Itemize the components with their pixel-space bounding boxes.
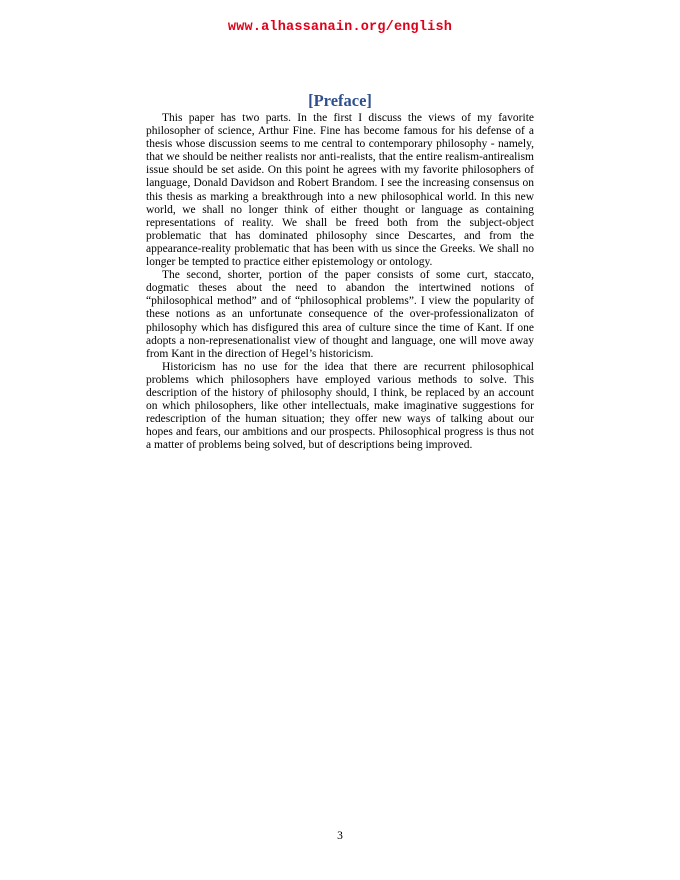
paragraph-1: This paper has two parts. In the first I discuss the views of my favorite philosopher of science, Arthur Fine. Fine has become famous for his defense of a thesis whose discussion seems to me central to contemporary philosophy - namely, that we should be neither realists nor anti-realists, that the entire realism-antirealism issue should be set aside. On this point he agrees with my favorite philosophers of language, Donald Davidson and Robert Brandom. I see the increasing consensus on this thesis as marking a breakthrough into a new philosophical world. In this new world, we shall no longer think of either thought or language as containing representations of reality. We shall be freed both from the subject-object problematic that has dominated philosophy since Descartes, and from the appearance-reality problematic that has been with us since the Greeks. We shall no longer be tempted to practice either epistemology or ontology.: [146, 112, 534, 269]
paragraph-2: The second, shorter, portion of the paper consists of some curt, staccato, dogmatic theses about the need to abandon the intertwined notions of “philosophical method” and of “philosophical problems”. I view the popularity of these notions as an unfortunate consequence of the over-professionalizaton of philosophy which has disfigured this area of culture since the time of Kant. If one adopts a non-represenationalist view of thought and language, one will move away from Kant in the direction of Hegel’s historicism.: [146, 269, 534, 360]
page-number: 3: [337, 830, 343, 842]
header-url[interactable]: www.alhassanain.org/english: [227, 20, 453, 35]
page-title: [Preface]: [308, 91, 372, 110]
paragraph-3: Historicism has no use for the idea that there are recurrent philosophical problems which philosophers have employed various methods to solve. This description of the history of philosophy should, I think, be replaced by an account on which philosophers, like other intellectuals, make imaginative suggestions for redescription of the human situation; they offer new ways of talking about our hopes and fears, our ambitions and our prospects. Philosophical progress is thus not a matter of problems being solved, but of descriptions being improved.: [146, 360, 534, 452]
document-body: [146, 92, 534, 452]
